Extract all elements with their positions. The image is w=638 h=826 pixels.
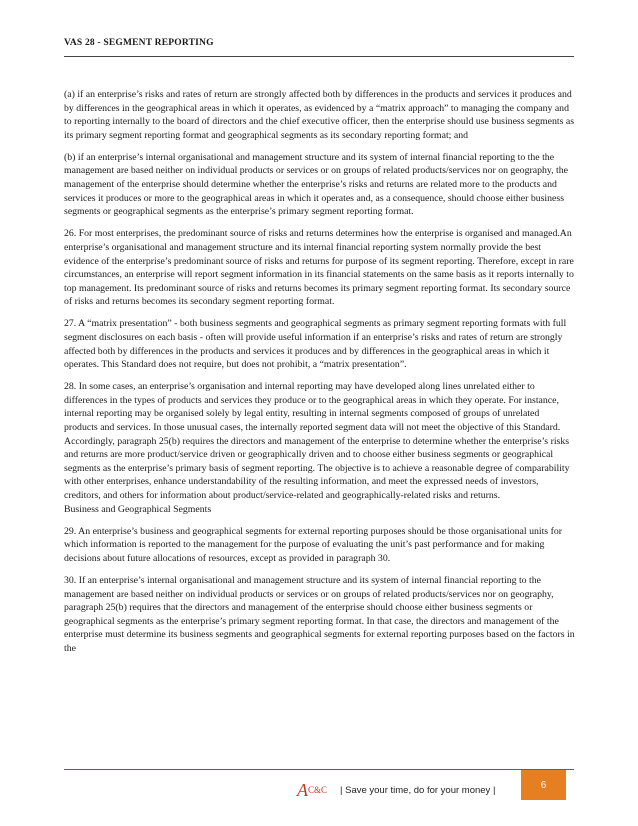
page-number-badge: 6	[521, 770, 566, 800]
header-divider	[64, 56, 574, 57]
logo-letter: A	[297, 780, 308, 800]
paragraph-29: 29. An enterprise’s business and geographical segments for external reporting purposes should be those organisational units for which information is reported to the management for the purpose of evaluating the unit’s past performance and for making decisions about future allocations of resources, except as provided in paragraph 30.	[64, 525, 562, 564]
document-body	[64, 88, 575, 664]
paragraph-28: 28. In some cases, an enterprise’s organisation and internal reporting may have developed along lines unrelated either to differences in the types of products and services they produce or to the geographical areas in which they operate. For instance, internal reporting may be organised solely by legal entity, resulting in internal segments composed of groups of unrelated products and services. In those unusual cases, the internally reported segment data will not meet the objective of this Standard. Accordingly, paragraph 25(b) requires the directors and management of the enterprise to determine whether the enterprise’s risks and returns are more product/service driven or geographically driven and to choose either business segments or geographical segments as the enterprise’s primary basis of segment reporting. The objective is to achieve a reasonable degree of comparability with other enterprises, enhance understandability of the resulting information, and meet the expressed needs of investors, creditors, and others for information about product/service-related and geographically-related risks and returns.	[64, 381, 570, 502]
paragraph-a: (a) if an enterprise’s risks and rates of return are strongly affected both by differences in the products and services it produces and by differences in the geographical areas in which it operates, as evidenced by a “matrix approach” to managing the company and to reporting internally to the board of directors and the chief executive officer, then the enterprise should use business segments as its primary segment reporting format and geographical segments as its secondary reporting format; and	[64, 89, 575, 141]
footer-slogan: | Save your time, do for your money |	[340, 785, 496, 796]
paragraph-27: 27. A “matrix presentation” - both business segments and geographical segments as primary segment reporting formats with full segment disclosures on each basis - often will provide useful information if an enterprise’s risks and rates of return are strongly affected both by differences in the products and services it produces and by differences in the geographical areas in which it operates. This Standard does not require, but does not prohibit, a “matrix presentation”.	[64, 318, 567, 371]
page-footer	[0, 770, 638, 800]
paragraph-b: (b) if an enterprise’s internal organisational and management structure and its system of internal financial reporting to the the management are based neither on individual products or services or on groups of related products/services nor on geography, the management of the enterprise should determine whether the enterprise’s risks and returns are related more to the products and services it produces or more to the geographical areas in which it operates and, as a consequence, should choose either business segments or geographical segments as the enterprise’s primary segment reporting format.	[64, 151, 569, 218]
section-subheading: Business and Geographical Segments	[64, 503, 212, 515]
page-header-title: VAS 28 - SEGMENT REPORTING	[64, 38, 214, 48]
paragraph-26: 26. For most enterprises, the predominant source of risks and returns determines how the enterprise is organised and managed.An enterprise’s organisational and management structure and its internal financial reporting system normally provide the best evidence of the enterprise’s predominant source of risks and returns for purpose of its segment reporting. Therefore, except in rare circumstances, an enterprise will report segment information in its financial statements on the same basis as it reports internally to top management. Its predominant source of risks and returns becomes its primary segment reporting format. Its secondary source of risks and returns becomes its secondary segment reporting format.	[64, 228, 574, 308]
company-logo	[297, 780, 327, 798]
logo-text: C&C	[308, 785, 328, 795]
paragraph-30: 30. If an enterprise’s internal organisational and management structure and its system of internal financial reporting to the management are based neither on individual products or services or on groups of related products/services nor on geography, paragraph 25(b) requires that the directors and management of the enterprise should choose either business segments or geographical segments as the enterprise’s primary segment reporting format. In that case, the directors and management of the enterprise must determine its business segments and geographical segments for external reporting purposes based on the factors in the	[64, 575, 575, 654]
